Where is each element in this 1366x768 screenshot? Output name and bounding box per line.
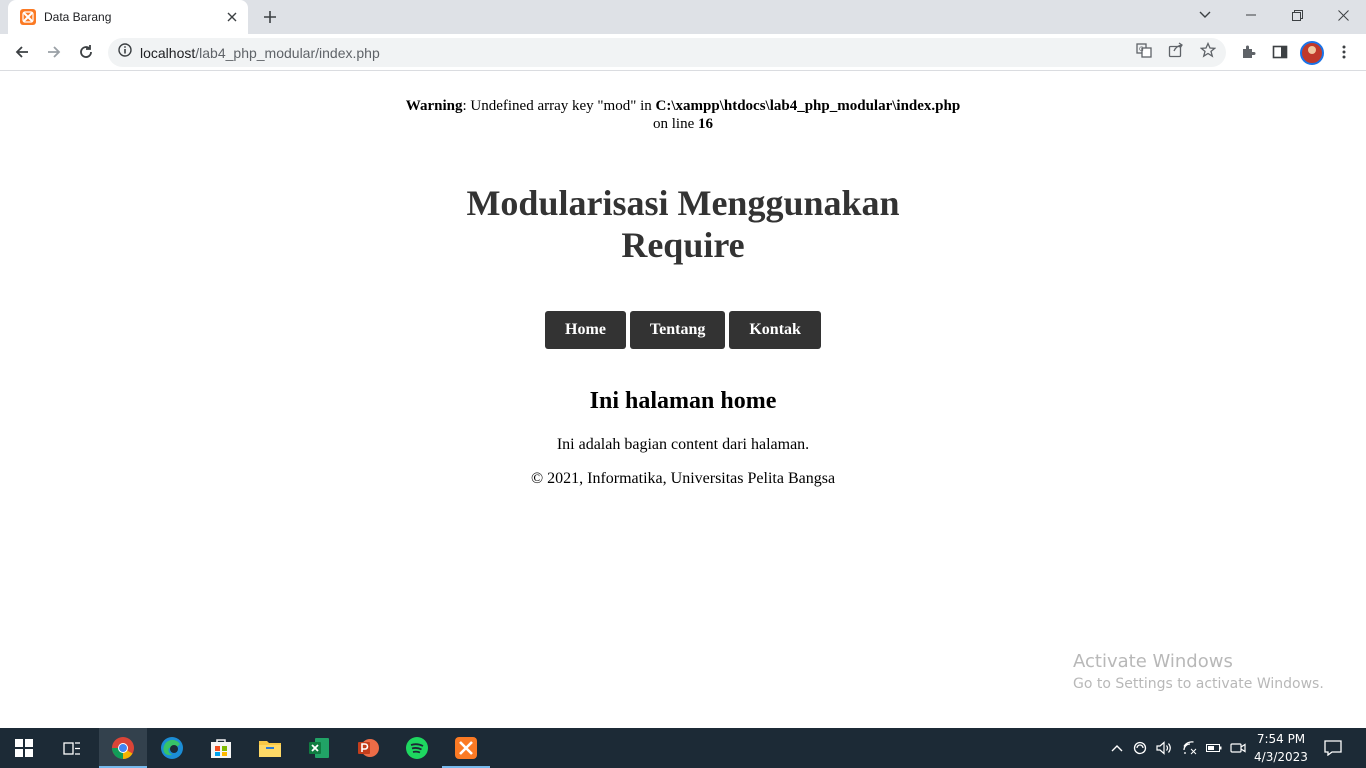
translate-icon[interactable] [1132,38,1156,62]
forward-icon[interactable] [40,38,68,66]
php-warning [0,97,1366,133]
tab-search-icon[interactable] [1182,0,1228,30]
url-host: localhost [140,44,196,61]
chrome-taskbar-icon[interactable] [99,728,147,768]
activate-windows-watermark [1073,651,1324,695]
site-info-icon[interactable] [118,43,132,62]
warning-label: Warning [405,98,463,114]
url-text [140,45,380,61]
nav-home-link[interactable]: Home [545,311,626,349]
page-title [433,182,933,266]
start-button[interactable] [0,728,48,768]
new-tab-icon[interactable] [258,5,282,29]
close-tab-icon[interactable] [222,7,242,27]
browser-tab[interactable] [8,0,248,34]
edge-taskbar-icon[interactable] [148,728,196,768]
side-panel-icon[interactable] [1266,38,1294,66]
taskbar-clock[interactable] [1253,730,1309,766]
main-nav [0,311,1366,349]
close-window-icon[interactable] [1320,0,1366,30]
clock-date: 4/3/2023 [1254,750,1308,764]
spotify-taskbar-icon[interactable] [393,728,441,768]
windows-taskbar [0,728,1366,768]
windows-logo-icon [15,739,33,757]
file-explorer-taskbar-icon[interactable] [246,728,294,768]
url-path: /lab4_php_modular/index.php [195,44,380,61]
show-hidden-icons-chevron-icon[interactable] [1108,728,1126,768]
page-content [0,72,1366,728]
page-title-line2: Require [621,225,745,265]
battery-icon[interactable] [1204,728,1224,768]
restore-icon[interactable] [1274,0,1320,30]
xampp-taskbar-icon[interactable] [442,728,490,768]
extensions-icon[interactable] [1234,38,1262,66]
task-view-icon[interactable] [48,728,96,768]
clock-time: 7:54 PM [1256,732,1306,746]
page-title-line1: Modularisasi Menggunakan [466,183,900,223]
content-heading: Ini halaman home [589,388,777,414]
watermark-line1: Activate Windows [1073,651,1233,672]
powerpoint-taskbar-icon[interactable] [344,728,392,768]
volume-icon[interactable] [1154,728,1174,768]
ms-store-taskbar-icon[interactable] [197,728,245,768]
onedrive-sync-icon[interactable] [1131,728,1149,768]
browser-tabstrip [0,0,1366,34]
back-icon[interactable] [8,38,36,66]
profile-avatar[interactable] [1300,41,1324,65]
reload-icon[interactable] [72,38,100,66]
network-wifi-icon[interactable] [1180,728,1200,768]
nav-tentang-link[interactable]: Tentang [630,311,725,349]
warning-line-number: 16 [698,116,713,132]
notification-center-icon[interactable] [1318,728,1348,768]
svg-text:G: G [1139,46,1144,53]
warning-file-path: C:\xampp\htdocs\lab4_php_modular\index.php [655,98,961,114]
menu-kebab-icon[interactable] [1330,38,1358,66]
bookmark-star-icon[interactable] [1196,38,1220,62]
minimize-icon[interactable] [1228,0,1274,30]
share-icon[interactable] [1164,38,1188,62]
warning-line-text: on line [653,116,698,132]
content-paragraph: Ini adalah bagian content dari halaman. [556,436,810,453]
excel-taskbar-icon[interactable] [295,728,343,768]
browser-toolbar [0,34,1366,71]
tab-title: Data Barang [44,10,112,24]
nav-kontak-link[interactable]: Kontak [729,311,821,349]
watermark-line2: Go to Settings to activate Windows. [1073,676,1324,692]
page-footer: © 2021, Informatika, Universitas Pelita Bangsa [530,470,836,487]
meet-now-icon[interactable] [1228,728,1248,768]
address-bar[interactable] [108,38,1226,67]
warning-message: : Undefined array key "mod" in [462,98,656,114]
xampp-icon [20,9,36,25]
